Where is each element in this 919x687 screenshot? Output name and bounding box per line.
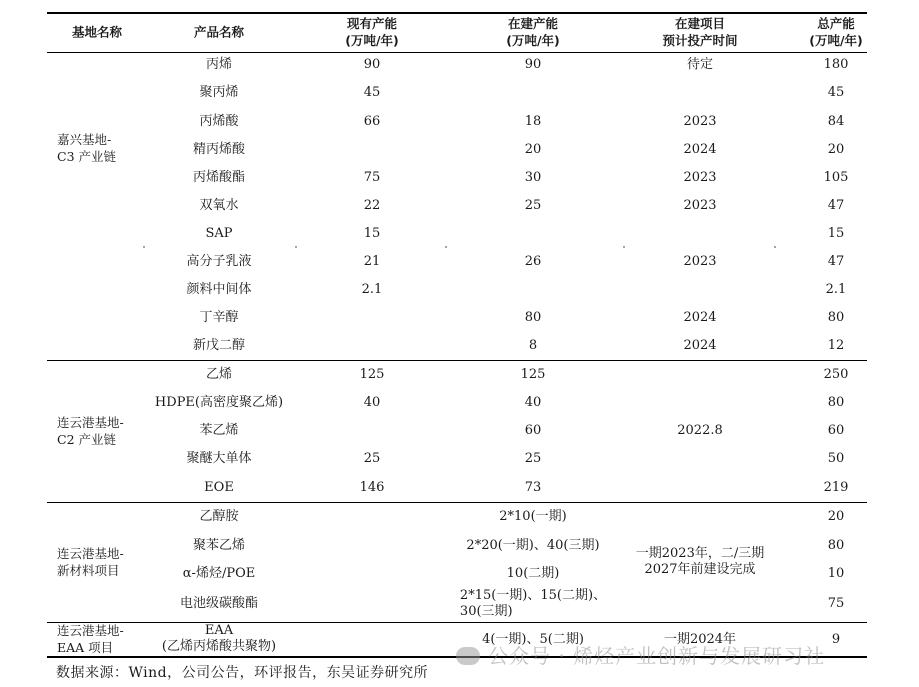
- construction-capacity-cell: 10(二期): [506, 566, 560, 581]
- product-cell: 丙烯: [205, 57, 233, 72]
- existing-capacity-cell: 75: [363, 170, 381, 185]
- product-cell: 乙醇胺: [199, 509, 239, 524]
- total-capacity-cell: 60: [827, 423, 845, 438]
- total-capacity-cell: 47: [827, 254, 845, 269]
- construction-capacity-cell: 26: [524, 254, 542, 269]
- header-existing: [345, 15, 399, 49]
- eaa-product: [162, 623, 276, 655]
- stray-dot: [445, 246, 447, 248]
- product-cell: 双氧水: [199, 198, 239, 213]
- existing-capacity-cell: 45: [363, 85, 381, 100]
- project-time-cell: 2023: [683, 170, 717, 185]
- product-cell: 新戊二醇: [192, 338, 246, 353]
- existing-capacity-cell: 2.1: [361, 282, 383, 297]
- group-label-lianyungang-c2: [57, 414, 124, 448]
- project-time-cell: 2023: [683, 114, 717, 129]
- data-source-note: 数据来源：Wind，公司公告，环评报告，东吴证券研究所: [56, 665, 429, 681]
- construction-capacity-cell: 90: [524, 57, 542, 72]
- header-construct-line2: (万吨/年): [506, 33, 560, 48]
- existing-capacity-cell: 40: [363, 395, 381, 410]
- header-existing-line1: 现有产能: [346, 16, 397, 31]
- construction-capacity-cell: 80: [524, 310, 542, 325]
- stray-dot: [623, 246, 625, 248]
- product-cell: 苯乙烯: [199, 423, 239, 438]
- existing-capacity-cell: 125: [359, 367, 385, 382]
- product-cell: 丙烯酸酯: [192, 170, 246, 185]
- product-cell: 聚丙烯: [199, 85, 239, 100]
- product-cell: 丁辛醇: [199, 310, 239, 325]
- group-label-line1: 嘉兴基地-: [57, 132, 112, 147]
- watermark-text: 公众号 · 烯烃产业创新与发展研习社: [488, 644, 826, 668]
- product-cell: 聚苯乙烯: [192, 538, 246, 553]
- construction-capacity-cell: 40: [524, 395, 542, 410]
- project-time-cell: 2023: [683, 198, 717, 213]
- total-capacity-cell: 45: [827, 85, 845, 100]
- total-capacity-cell: 80: [827, 538, 845, 553]
- eaa-product-line2: (乙烯丙烯酸共聚物): [161, 639, 277, 654]
- total-capacity-cell: 20: [827, 509, 845, 524]
- product-cell: SAP: [205, 226, 233, 241]
- header-existing-line2: (万吨/年): [345, 33, 399, 48]
- watermark: [456, 640, 825, 669]
- header-base: 基地名称: [71, 24, 123, 40]
- battery-construct-line2: 30(三期): [459, 604, 513, 619]
- construction-capacity-cell: 8: [528, 338, 538, 353]
- newmat-time-line2: 2027年前建设完成: [644, 562, 756, 577]
- construction-capacity-cell: 25: [524, 451, 542, 466]
- group-label-lianyungang-eaa: [57, 622, 124, 656]
- group-label-line1: 连云港基地-: [57, 415, 124, 430]
- total-capacity-cell: 20: [827, 142, 845, 157]
- stray-dot: [143, 246, 145, 248]
- newmat-project-time: [636, 546, 764, 578]
- header-total-line1: 总产能: [817, 16, 855, 31]
- product-cell: 乙烯: [205, 367, 233, 382]
- battery-construct-line1: 2*15(一期)、15(二期)、: [459, 588, 607, 603]
- total-capacity-cell: 180: [823, 57, 849, 72]
- existing-capacity-cell: 146: [359, 480, 385, 495]
- group-label-jiaxing-c3: [57, 131, 116, 165]
- eaa-product-line1: EAA: [204, 623, 234, 638]
- group-rule-1: [47, 360, 867, 361]
- total-capacity-cell: 10: [827, 566, 845, 581]
- existing-capacity-cell: 22: [363, 198, 381, 213]
- eaa-construct: 4(一期)、5(二期): [482, 632, 584, 647]
- header-construct-line1: 在建产能: [507, 16, 558, 31]
- project-time-cell: 2023: [683, 254, 717, 269]
- construction-capacity-cell: 18: [524, 114, 542, 129]
- wechat-icon: [456, 647, 480, 665]
- c2-project-time: 2022.8: [677, 423, 723, 438]
- header-construct: [506, 15, 560, 49]
- product-cell: EOE: [204, 480, 234, 495]
- header-project-time: [662, 15, 737, 49]
- construction-capacity-cell: 60: [524, 423, 542, 438]
- total-capacity-cell: 105: [823, 170, 849, 185]
- product-cell: 高分子乳液: [186, 254, 252, 269]
- header-rule: [47, 52, 867, 53]
- total-capacity-cell: 15: [827, 226, 845, 241]
- project-time-cell: 待定: [686, 57, 714, 72]
- construction-capacity-cell: 25: [524, 198, 542, 213]
- header-project-line2: 预计投产时间: [662, 33, 738, 48]
- project-time-cell: 2024: [683, 338, 717, 353]
- header-total: [809, 15, 863, 49]
- project-time-cell: 2024: [683, 310, 717, 325]
- total-capacity-cell: 2.1: [825, 282, 847, 297]
- group-label-line2: EAA 项目: [57, 640, 114, 655]
- total-capacity-cell: 80: [827, 310, 845, 325]
- top-rule: [47, 12, 867, 14]
- stray-dot: [295, 246, 297, 248]
- product-cell: 聚醚大单体: [186, 451, 252, 466]
- existing-capacity-cell: 21: [363, 254, 381, 269]
- product-cell: 电池级碳酸酯: [179, 596, 259, 611]
- project-time-cell: 2024: [683, 142, 717, 157]
- total-capacity-cell: 75: [827, 596, 845, 611]
- stray-dot: [774, 246, 776, 248]
- group-rule-2: [47, 502, 867, 503]
- group-label-line2: 新材料项目: [57, 563, 120, 578]
- product-cell: 精丙烯酸: [192, 142, 246, 157]
- construction-capacity-cell: 30: [524, 170, 542, 185]
- total-capacity-cell: 219: [823, 480, 849, 495]
- total-capacity-cell: 80: [827, 395, 845, 410]
- construction-capacity-cell: 73: [524, 480, 542, 495]
- group-label-line2: C3 产业链: [57, 149, 116, 164]
- existing-capacity-cell: 66: [363, 114, 381, 129]
- capacity-table: [47, 0, 867, 687]
- newmat-time-line1: 一期2023年，二/三期: [635, 546, 765, 561]
- group-label-line1: 连云港基地-: [57, 546, 124, 561]
- group-label-line1: 连云港基地-: [57, 623, 124, 638]
- total-capacity-cell: 12: [827, 338, 845, 353]
- total-capacity-cell: 84: [827, 114, 845, 129]
- existing-capacity-cell: 25: [363, 451, 381, 466]
- construction-capacity-cell: 2*20(一期)、40(三期): [466, 538, 600, 553]
- product-cell: 颜料中间体: [186, 282, 252, 297]
- construction-capacity-cell: 20: [524, 142, 542, 157]
- construction-capacity-cell: 2*10(一期): [499, 509, 567, 524]
- existing-capacity-cell: 90: [363, 57, 381, 72]
- group-label-line2: C2 产业链: [57, 432, 116, 447]
- product-cell: α-烯烃/POE: [182, 566, 256, 581]
- header-total-line2: (万吨/年): [809, 33, 863, 48]
- product-cell: HDPE(高密度聚乙烯): [154, 395, 284, 410]
- group-label-lianyungang-newmat: [57, 545, 124, 579]
- header-product: 产品名称: [193, 24, 245, 40]
- product-cell: 丙烯酸: [199, 114, 239, 129]
- existing-capacity-cell: 15: [363, 226, 381, 241]
- construction-capacity-cell: 125: [520, 367, 546, 382]
- total-capacity-cell: 47: [827, 198, 845, 213]
- eaa-total: 9: [831, 632, 841, 647]
- total-capacity-cell: 50: [827, 451, 845, 466]
- total-capacity-cell: 250: [823, 367, 849, 382]
- battery-construct: [460, 588, 606, 620]
- eaa-time: 一期2024年: [663, 632, 737, 647]
- header-project-line1: 在建项目: [674, 16, 726, 31]
